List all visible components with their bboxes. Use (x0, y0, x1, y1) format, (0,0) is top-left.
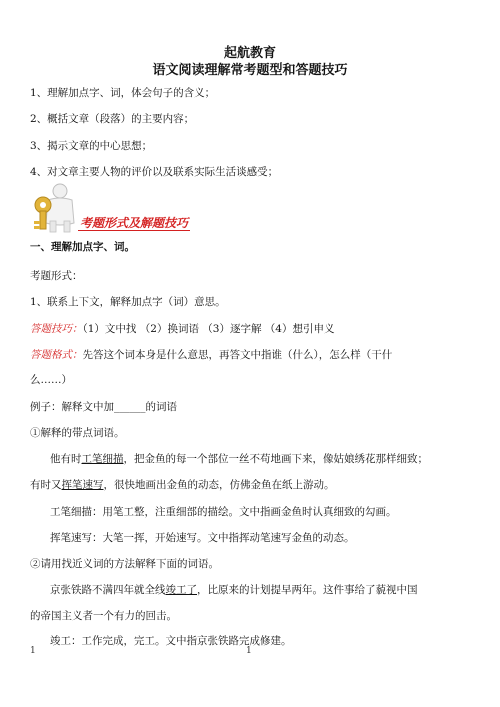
passage-text: 有时又 (30, 479, 62, 491)
topic-4: 4、对文章主要人物的评价以及联系实际生活谈感受； (30, 166, 279, 178)
underlined-word: 挥笔速写 (61, 479, 104, 491)
item-1: ①解释的带点词语。 (30, 427, 125, 439)
format-line-cont: 么……） (30, 374, 72, 386)
form-label: 考题形式： (30, 270, 83, 282)
format-line (30, 347, 392, 362)
definition-3: 竣工：工作完成，完工。文中指京张铁路完成修建。 (50, 635, 292, 647)
passage-text: ，比原来的计划提早两年。这件事给了藐视中国 (197, 584, 418, 596)
example-line: 例子：解释文中加______的词语 (30, 401, 177, 413)
tips-line (30, 321, 334, 336)
underlined-word: 竣工了 (165, 584, 197, 596)
definition-2: 挥笔速写：大笔一挥，开始速写。文中指挥动笔速写金鱼的动态。 (50, 532, 355, 544)
passage-text: 京张铁路不满四年就全线 (50, 584, 166, 596)
section-heading: 一、理解加点字、词。 (30, 241, 135, 253)
underlined-word: 工笔细描 (81, 453, 124, 465)
tips-text: （1）文中找 （2）换词语 （3）逐字解 （4）想引申义 (82, 323, 335, 335)
passage-text: 他有时 (50, 453, 82, 465)
topic-1: 1、理解加点字、词，体会句子的含义； (30, 87, 216, 99)
footer-page-left: 1 (30, 646, 36, 656)
question-1: 1、联系上下文，解释加点字（词）意思。 (30, 296, 226, 308)
passage-2-line-1 (50, 582, 418, 597)
format-text: 先答这个词本身是什么意思，再答文中指谁（什么），怎么样（干什 (82, 349, 393, 361)
definition-1: 工笔细描：用笔工整，注重细部的描绘。文中指画金鱼时认真细致的勾画。 (50, 506, 397, 518)
passage-1-line-2 (30, 477, 335, 492)
item-2: ②请用找近义词的方法解释下面的词语。 (30, 558, 219, 570)
topic-2: 2、概括文章（段落）的主要内容； (30, 113, 195, 125)
passage-text: ，很快地画出金鱼的动态，仿佛金鱼在纸上游动。 (103, 479, 335, 491)
page-title: 语文阅读理解常考题型和答题技巧 (152, 63, 348, 78)
banner-title: 考题形式及解题技巧 (80, 216, 189, 230)
banner-divider (78, 230, 190, 231)
passage-1-line-1 (50, 451, 428, 466)
tips-label: 答题技巧： (30, 323, 83, 335)
footer-page-number: 1 (246, 646, 252, 656)
passage-text: ，把金鱼的每一个部位一丝不苟地画下来，像姑娘绣花那样细致； (123, 453, 428, 465)
topic-3: 3、揭示文章的中心思想； (30, 140, 153, 152)
passage-2-line-2: 的帝国主义者一个有力的回击。 (30, 610, 177, 622)
org-title: 起航教育 (223, 46, 276, 61)
format-label: 答题格式： (30, 349, 83, 361)
